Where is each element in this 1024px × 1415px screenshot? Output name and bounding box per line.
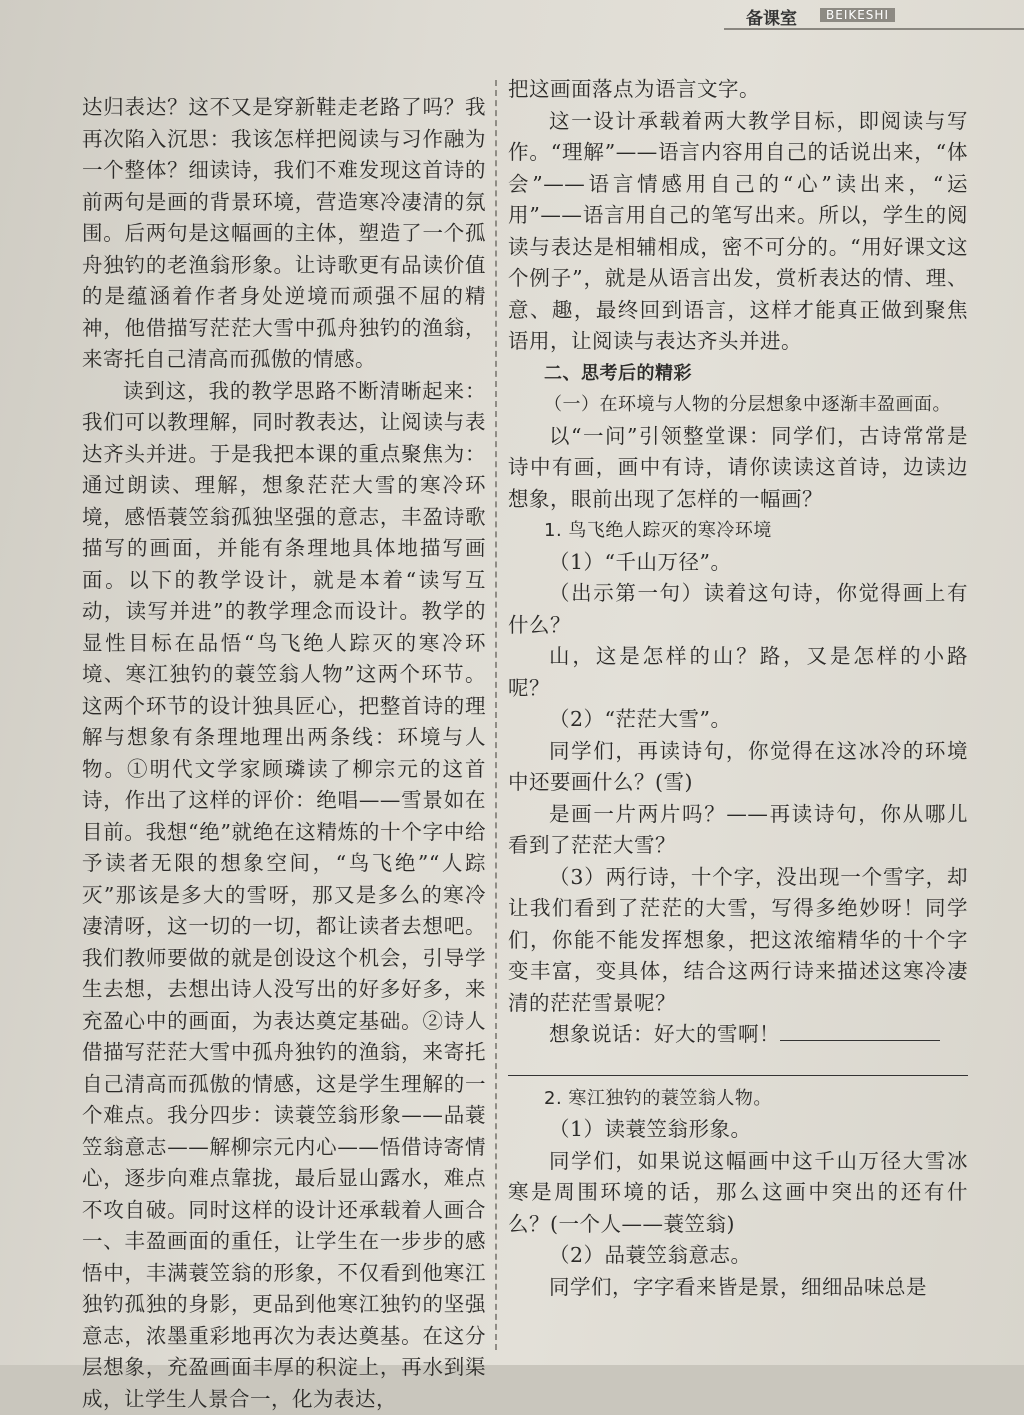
paragraph: （2）“茫茫大雪”。 [508,704,968,736]
paragraph: 山，这是怎样的山？路，又是怎样的小路呢？ [508,641,968,704]
right-column [508,74,968,1303]
paragraph: 达归表达？这不又是穿新鞋走老路了吗？我再次陷入沉思：我该怎样把阅读与习作融为一个整体？细读诗，我们不难发现这首诗的前两句是画的背景环境，营造寒冷凄清的氛围。后两句是这幅画的主体，塑造了一个孤舟独钓的老渔翁形象。让诗歌更有品读价值的是蕴涵着作者身处逆境而顽强不屈的精神，他借描写茫茫大雪中孤舟独钓的渔翁，来寄托自己清高而孤傲的情感。 [82,92,486,376]
paragraph: 同学们，如果说这幅画中这千山万径大雪冰寒是周围环境的话，那么这画中突出的还有什么？(一个人——蓑笠翁) [508,1146,968,1241]
paragraph: 同学们，再读诗句，你觉得在这冰冷的环境中还要画什么？(雪) [508,736,968,799]
answer-blank-line [508,1051,968,1076]
paragraph: （出示第一句）读着这句诗，你觉得画上有什么？ [508,578,968,641]
column-divider [495,80,497,1350]
paragraph: （2）品蓑笠翁意志。 [508,1240,968,1272]
page-header [724,0,1024,30]
section-heading: 二、思考后的精彩 [508,358,968,390]
item-heading: 2. 寒江独钓的蓑笠翁人物。 [508,1083,968,1115]
paragraph: 是画一片两片吗？——再读诗句，你从哪儿看到了茫茫大雪？ [508,799,968,862]
header-title-en: BEIKESHI [820,8,895,22]
prompt-text: 想象说话：好大的雪啊！ [549,1022,780,1046]
paragraph: 以“一问”引领整堂课：同学们，古诗常常是诗中有画，画中有诗，请你读读这首诗，边读边想象，眼前出现了怎样的一幅画？ [508,421,968,516]
paragraph: 这一设计承载着两大教学目标，即阅读与写作。“理解”——语言内容用自己的话说出来，“体会”——语言情感用自己的“心”读出来，“运用”——语言用自己的笔写出来。所以，学生的阅读与表达是相辅相成，密不可分的。“用好课文这个例子”，就是从语言出发，赏析表达的情、理、意、趣，最终回到语言，这样才能真正做到聚焦语用，让阅读与表达齐头并进。 [508,106,968,358]
paragraph: （3）两行诗，十个字，没出现一个雪字，却让我们看到了茫茫的大雪，写得多绝妙呀！同学们，你能不能发挥想象，把这浓缩精华的十个字变丰富，变具体，结合这两行诗来描述这寒冷凄清的茫茫雪景呢？ [508,862,968,1020]
paragraph: （1）读蓑笠翁形象。 [508,1114,968,1146]
paragraph: 读到这，我的教学思路不断清晰起来：我们可以教理解，同时教表达，让阅读与表达齐头并进。于是我把本课的重点聚焦为：通过朗读、理解，想象茫茫大雪的寒冷环境，感悟蓑笠翁孤独坚强的意志，丰盈诗歌描写的画面，并能有条理地具体地描写画面。以下的教学设计，就是本着“读写互动，读写并进”的教学理念而设计。教学的显性目标在品悟“鸟飞绝人踪灭的寒冷环境、寒江独钓的蓑笠翁人物”这两个环节。这两个环节的设计独具匠心，把整首诗的理解与想象有条理地理出两条线：环境与人物。①明代文学家顾璘读了柳宗元的这首诗，作出了这样的评价：绝唱——雪景如在目前。我想“绝”就绝在这精炼的十个字中给予读者无限的想象空间，“鸟飞绝”“人踪灭”那该是多大的雪呀，那又是多么的寒冷凄清呀，这一切的一切，都让读者去想吧。我们教师要做的就是创设这个机会，引导学生去想，去想出诗人没写出的好多好多，来充盈心中的画面，为表达奠定基础。②诗人借描写茫茫大雪中孤舟独钓的渔翁，来寄托自己清高而孤傲的情感，这是学生理解的一个难点。我分四步：读蓑笠翁形象——品蓑笠翁意志——解柳宗元内心——悟借诗寄情心，逐步向难点靠拢，最后显山露水，难点不攻自破。同时这样的设计还承载着人画合一、丰盈画面的重任，让学生在一步步的感悟中，丰满蓑笠翁的形象，不仅看到他寒江独钓孤独的身影，更品到他寒江独钓的坚强意志，浓墨重彩地再次为表达奠基。在这分层想象，充盈画面丰厚的积淀上，再水到渠成，让学生人景合一，化为表达， [82,376,486,1415]
left-column [82,92,486,1415]
paragraph: 同学们，字字看来皆是景，细细品味总是 [508,1272,968,1304]
paragraph: 把这画面落点为语言文字。 [508,74,968,106]
item-heading: 1. 鸟飞绝人踪灭的寒冷环境 [508,515,968,547]
paragraph: （1）“千山万径”。 [508,547,968,579]
subsection-heading: （一）在环境与人物的分层想象中逐渐丰盈画面。 [508,389,968,421]
header-title-cn: 备课室 [746,4,797,29]
answer-blank [780,1020,940,1041]
speaking-prompt [508,1019,968,1051]
